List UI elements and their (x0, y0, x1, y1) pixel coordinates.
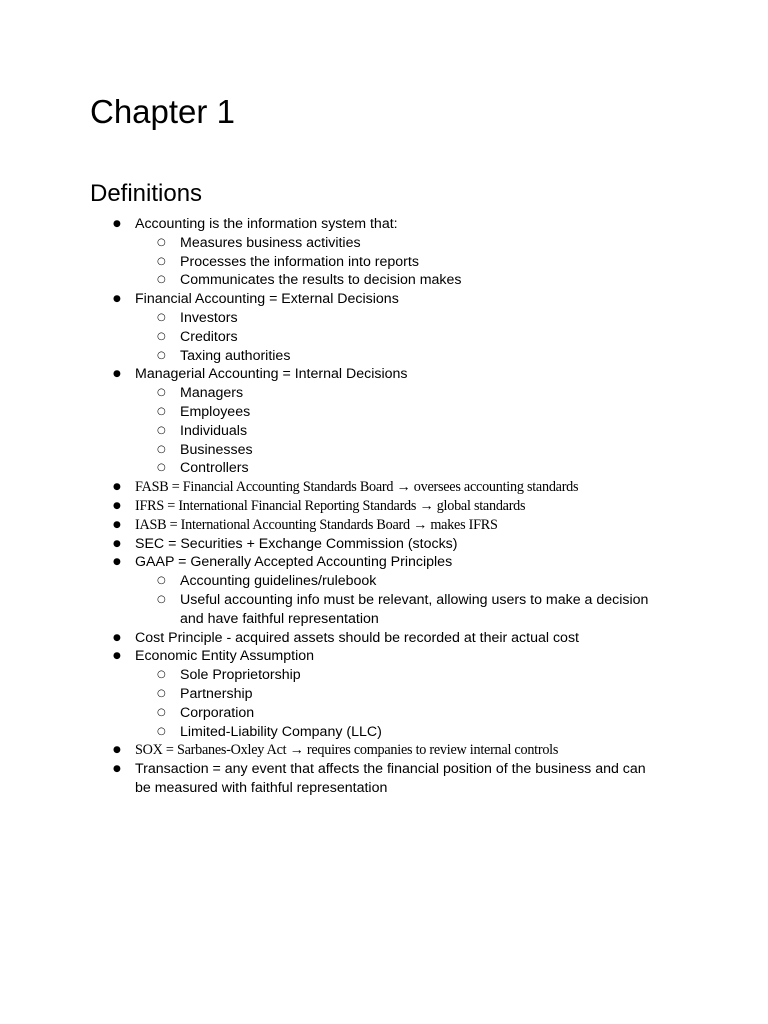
hollow-bullet-icon: ○ (157, 330, 166, 342)
section-heading: Definitions (90, 180, 203, 207)
list-item (0, 629, 768, 648)
list-item (0, 723, 768, 742)
list-item-text: Employees (180, 403, 251, 420)
bullet-icon: ● (113, 519, 121, 530)
list-item (0, 309, 768, 328)
hollow-bullet-icon: ○ (157, 274, 166, 286)
hollow-bullet-icon: ○ (157, 593, 166, 605)
hollow-bullet-icon: ○ (157, 387, 166, 399)
bullet-icon: ● (113, 538, 121, 549)
list-item (0, 741, 768, 760)
hollow-bullet-icon: ○ (157, 725, 166, 737)
list-item-text: Financial Accounting = External Decisions (135, 291, 399, 308)
list-item-text: Economic Entity Assumption (135, 648, 314, 665)
list-item (0, 516, 768, 535)
hollow-bullet-icon: ○ (157, 706, 166, 718)
hollow-bullet-icon: ○ (157, 575, 166, 587)
list-item (0, 760, 665, 798)
bullet-icon: ● (113, 219, 121, 229)
list-item (0, 591, 670, 629)
list-item-text: Accounting guidelines/rulebook (180, 573, 377, 590)
hollow-bullet-icon: ○ (157, 255, 166, 267)
list-item-text: Investors (180, 309, 238, 326)
list-item (0, 685, 768, 704)
list-item (0, 271, 768, 290)
bullet-icon: ● (113, 482, 121, 493)
list-item (0, 384, 768, 403)
list-item-text: Partnership (180, 685, 253, 702)
list-item (0, 478, 768, 497)
list-item-text: Cost Principle - acquired assets should be recorded at their actual cost (135, 629, 579, 646)
list-item (0, 234, 768, 253)
list-item (0, 215, 768, 234)
list-item (0, 647, 768, 666)
list-item-text: IFRS = International Financial Reporting Standards → global standards (135, 497, 526, 514)
list-item-text: SEC = Securities + Exchange Commission (stocks) (135, 535, 458, 552)
list-item (0, 253, 768, 272)
list-item-text: Useful accounting info must be relevant, allowing users to make a decision and have faithful representation (180, 591, 649, 627)
list-item-text: Accounting is the information system that: (135, 216, 398, 232)
definitions-list (0, 215, 768, 798)
bullet-icon: ● (113, 557, 121, 568)
bullet-icon: ● (113, 632, 121, 643)
list-item-text: Controllers (180, 460, 249, 477)
list-item (0, 459, 768, 478)
hollow-bullet-icon: ○ (157, 462, 166, 474)
list-item-text: Limited-Liability Company (LLC) (180, 723, 382, 740)
list-item (0, 497, 768, 516)
list-item (0, 441, 768, 460)
list-item-text: Managerial Accounting = Internal Decisions (135, 366, 408, 383)
list-item-text: Individuals (180, 422, 248, 439)
list-item-text: Creditors (180, 328, 238, 345)
bullet-icon: ● (113, 745, 121, 756)
list-item (0, 328, 768, 347)
list-item (0, 666, 768, 685)
list-item (0, 365, 768, 384)
hollow-bullet-icon: ○ (157, 349, 166, 361)
hollow-bullet-icon: ○ (157, 311, 166, 323)
list-item (0, 572, 768, 591)
list-item (0, 535, 768, 554)
list-item (0, 403, 768, 422)
bullet-icon: ● (113, 294, 121, 305)
bullet-icon: ● (113, 651, 121, 662)
hollow-bullet-icon: ○ (157, 424, 166, 436)
bullet-icon: ● (113, 500, 121, 511)
hollow-bullet-icon: ○ (157, 405, 166, 417)
hollow-bullet-icon: ○ (157, 687, 166, 699)
hollow-bullet-icon: ○ (157, 669, 166, 681)
list-item-text: GAAP = Generally Accepted Accounting Principles (135, 554, 453, 571)
bullet-icon: ● (113, 369, 121, 380)
list-item (0, 553, 768, 572)
list-item-text: Communicates the results to decision makes (180, 272, 462, 289)
list-item-text: Transaction = any event that affects the financial position of the business and can be measured with faithful representation (135, 761, 646, 796)
page-title: Chapter 1 (90, 93, 235, 130)
list-item (0, 422, 768, 441)
list-item-text: SOX = Sarbanes-Oxley Act → requires companies to review internal controls (135, 742, 559, 759)
list-item (0, 704, 768, 723)
hollow-bullet-icon: ○ (157, 236, 166, 248)
list-item-text: IASB = International Accounting Standards Board → makes IFRS (135, 516, 498, 533)
list-item (0, 290, 768, 309)
list-item-text: Managers (180, 385, 244, 402)
list-item-text: FASB = Financial Accounting Standards Board → oversees accounting standards (135, 479, 579, 496)
list-item-text: Taxing authorities (180, 347, 291, 364)
list-item-text: Sole Proprietorship (180, 667, 301, 684)
list-item-text: Measures business activities (180, 234, 361, 251)
hollow-bullet-icon: ○ (157, 443, 166, 455)
list-item-text: Processes the information into reports (180, 253, 419, 270)
bullet-icon: ● (113, 764, 121, 775)
list-item-text: Corporation (180, 704, 255, 721)
list-item (0, 347, 768, 366)
list-item-text: Businesses (180, 441, 253, 458)
